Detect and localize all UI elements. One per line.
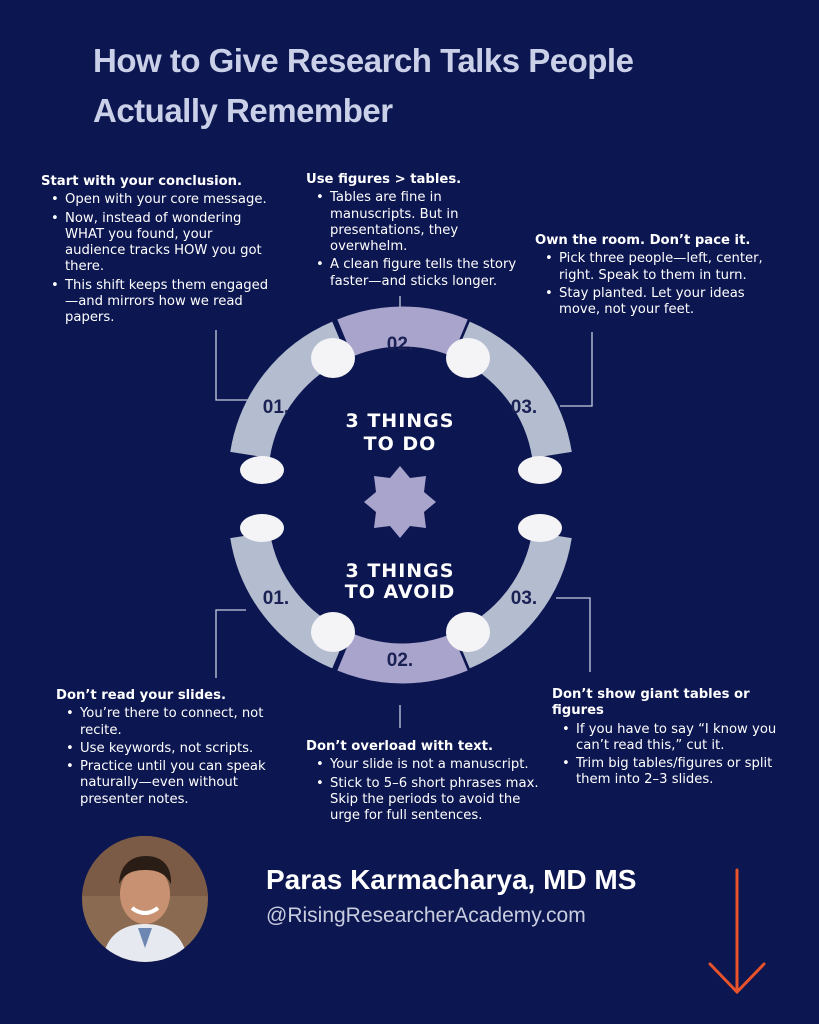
avatar (82, 836, 208, 962)
avoid-scroll-curl-2 (446, 612, 490, 652)
avoid-item-2-bullet: • Your slide is not a manuscript. (330, 757, 546, 773)
avoid-item-1-heading: Don’t read your slides. (56, 688, 226, 703)
avoid-scroll-curl-1 (311, 612, 355, 652)
avoid-scroll-end-right (518, 514, 562, 542)
avoid-item-2-bullet: • Stick to 5–6 short phrases max. Skip the periods to avoid the urge for full sentences. (330, 776, 546, 825)
avoid-item-1-bullet: • You’re there to connect, not recite. (80, 706, 284, 739)
avoid-item-2-heading: Don’t overload with text. (306, 739, 493, 754)
do-item-1-heading: Start with your conclusion. (41, 174, 243, 189)
connector-avoid-3 (556, 598, 590, 672)
do-label-line-2: TO DO (363, 433, 437, 455)
author-name: Paras Karmacharya, MD MS (266, 864, 637, 895)
do-number-3: 03. (510, 397, 538, 418)
avoid-scroll-end-left (240, 514, 284, 542)
star-seal-icon (364, 466, 436, 538)
do-item-1-bullet: • Now, instead of wondering WHAT you found, your audience tracks HOW you got there. (65, 211, 273, 276)
connector-do-1 (216, 330, 250, 400)
do-number-2: 02. (386, 334, 414, 355)
do-number-1: 01. (262, 397, 290, 418)
avoid-item-1-bullet: • Practice until you can speak naturally—even without presenter notes. (80, 759, 284, 808)
avoid-label-line-2: TO AVOID (344, 581, 456, 603)
do-scroll-end-left (240, 456, 284, 484)
down-arrow-icon (710, 870, 764, 992)
title-line-1: How to Give Research Talks People (93, 42, 634, 79)
avoid-item-3-heading: Don’t show giant tables or figures (552, 687, 750, 719)
avoid-number-3: 03. (510, 588, 538, 609)
do-item-2 (306, 172, 526, 292)
do-scroll-curl-1 (311, 338, 355, 378)
do-item-2-bullet: • A clean figure tells the story faster—and sticks longer. (330, 257, 526, 290)
avoid-number-2: 02. (386, 650, 414, 671)
avatar-photo (82, 836, 208, 962)
do-item-3-bullet: • Pick three people—left, center, right. Speak to them in turn. (559, 251, 775, 284)
title-line-2: Actually Remember (93, 92, 393, 129)
do-item-1-bullet: • Open with your core message. (65, 192, 273, 208)
avoid-item-3-bullet: • If you have to say “I know you can’t read this,” cut it. (576, 722, 792, 755)
do-item-2-bullet: • Tables are fine in manuscripts. But in presentations, they overwhelm. (330, 190, 526, 255)
avoid-item-2 (306, 739, 546, 826)
do-item-1-bullet: • This shift keeps them engaged—and mirrors how we read papers. (65, 278, 273, 327)
do-label-line-1: 3 THINGS (345, 410, 455, 432)
avoid-label-line-1: 3 THINGS (345, 560, 455, 582)
do-item-1 (41, 174, 273, 329)
author-handle[interactable]: @RisingResearcherAcademy.com (266, 904, 586, 927)
avoid-item-1-bullet: • Use keywords, not scripts. (80, 741, 284, 757)
avoid-number-1: 01. (262, 588, 290, 609)
do-item-3 (535, 233, 775, 320)
do-item-2-heading: Use figures > tables. (306, 172, 462, 187)
do-item-3-heading: Own the room. Don’t pace it. (535, 233, 751, 248)
do-scroll-end-right (518, 456, 562, 484)
do-item-3-bullet: • Stay planted. Let your ideas move, not your feet. (559, 286, 775, 319)
do-scroll-curl-2 (446, 338, 490, 378)
avoid-item-3-bullet: • Trim big tables/figures or split them into 2–3 slides. (576, 756, 792, 789)
avoid-item-3 (552, 687, 792, 791)
avoid-item-1 (56, 688, 284, 810)
connector-do-3 (560, 332, 592, 406)
connector-avoid-1 (216, 610, 246, 678)
